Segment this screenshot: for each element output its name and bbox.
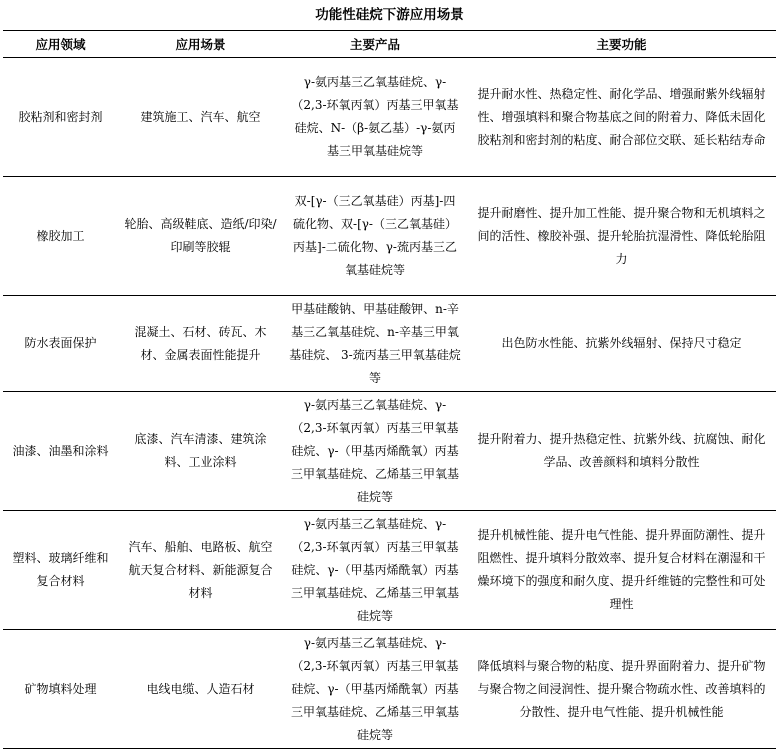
cell-scene: 混凝土、石材、砖瓦、木材、金属表面性能提升 — [118, 296, 283, 392]
column-header-scene: 应用场景 — [118, 31, 283, 58]
table-row — [3, 392, 776, 511]
cell-functions: 提升机械性能、提升电气性能、提升界面防潮性、提升阻燃性、提升填料分散效率、提升复合材料在潮湿和干燥环境下的强度和耐久度、提升纤维链的完整性和可处理性 — [467, 511, 776, 630]
cell-products: γ-氨丙基三乙氧基硅烷、γ-（2,3-环氧丙氧）丙基三甲氧基硅烷、γ-（甲基丙烯酰氧）丙基三甲氧基硅烷、乙烯基三甲氧基硅烷等 — [283, 392, 467, 511]
cell-scene: 建筑施工、汽车、航空 — [118, 58, 283, 177]
cell-products: 双-[γ-（三乙氧基硅）丙基]-四硫化物、双-[γ-（三乙氧基硅）丙基]-二硫化物、γ-巯丙基三乙氧基硅烷等 — [283, 177, 467, 296]
table-header-row — [3, 31, 776, 58]
cell-field: 矿物填料处理 — [3, 630, 118, 749]
cell-scene: 轮胎、高级鞋底、造纸/印染/印刷等胶辊 — [118, 177, 283, 296]
cell-products: 甲基硅酸钠、甲基硅酸钾、n-辛基三乙氧基硅烷、n-辛基三甲氧基硅烷、 3-巯丙基三甲氧基硅烷等 — [283, 296, 467, 392]
table-row — [3, 630, 776, 749]
table-row — [3, 177, 776, 296]
cell-products: γ-氨丙基三乙氧基硅烷、γ-（2,3-环氧丙氧）丙基三甲氧基硅烷、γ-（甲基丙烯酰氧）丙基三甲氧基硅烷、乙烯基三甲氧基硅烷等 — [283, 630, 467, 749]
cell-scene: 底漆、汽车清漆、建筑涂料、工业涂料 — [118, 392, 283, 511]
cell-scene: 汽车、船舶、电路板、航空航天复合材料、新能源复合材料 — [118, 511, 283, 630]
cell-field: 胶粘剂和密封剂 — [3, 58, 118, 177]
table-row — [3, 511, 776, 630]
cell-field: 油漆、油墨和涂料 — [3, 392, 118, 511]
table-title: 功能性硅烷下游应用场景 — [315, 7, 464, 23]
cell-functions: 提升附着力、提升热稳定性、抗紫外线、抗腐蚀、耐化学品、改善颜料和填料分散性 — [467, 392, 776, 511]
cell-field: 橡胶加工 — [3, 177, 118, 296]
application-table — [3, 30, 776, 749]
cell-functions: 提升耐水性、热稳定性、耐化学品、增强耐紫外线辐射性、增强填料和聚合物基底之间的附着力、降低未固化胶粘剂和密封剂的粘度、耐合部位交联、延长粘结寿命 — [467, 58, 776, 177]
column-header-field: 应用领域 — [3, 31, 118, 58]
cell-functions: 降低填料与聚合物的粘度、提升界面附着力、提升矿物与聚合物之间浸润性、提升聚合物疏水性、改善填料的分散性、提升电气性能、提升机械性能 — [467, 630, 776, 749]
table-row — [3, 296, 776, 392]
column-header-functions: 主要功能 — [467, 31, 776, 58]
cell-field: 塑料、玻璃纤维和复合材料 — [3, 511, 118, 630]
cell-scene: 电线电缆、人造石材 — [118, 630, 283, 749]
cell-field: 防水表面保护 — [3, 296, 118, 392]
cell-functions: 出色防水性能、抗紫外线辐射、保持尺寸稳定 — [467, 296, 776, 392]
cell-products: γ-氨丙基三乙氧基硅烷、γ-（2,3-环氧丙氧）丙基三甲氧基硅烷、γ-（甲基丙烯酰氧）丙基三甲氧基硅烷、乙烯基三甲氧基硅烷等 — [283, 511, 467, 630]
cell-functions: 提升耐磨性、提升加工性能、提升聚合物和无机填料之间的活性、橡胶补强、提升轮胎抗湿滑性、降低轮胎阻力 — [467, 177, 776, 296]
column-header-products: 主要产品 — [283, 31, 467, 58]
cell-products: γ-氨丙基三乙氧基硅烷、γ-（2,3-环氧丙氧）丙基三甲氧基硅烷、N-（β-氨乙基）-γ-氨丙基三甲氧基硅烷等 — [283, 58, 467, 177]
table-row — [3, 58, 776, 177]
